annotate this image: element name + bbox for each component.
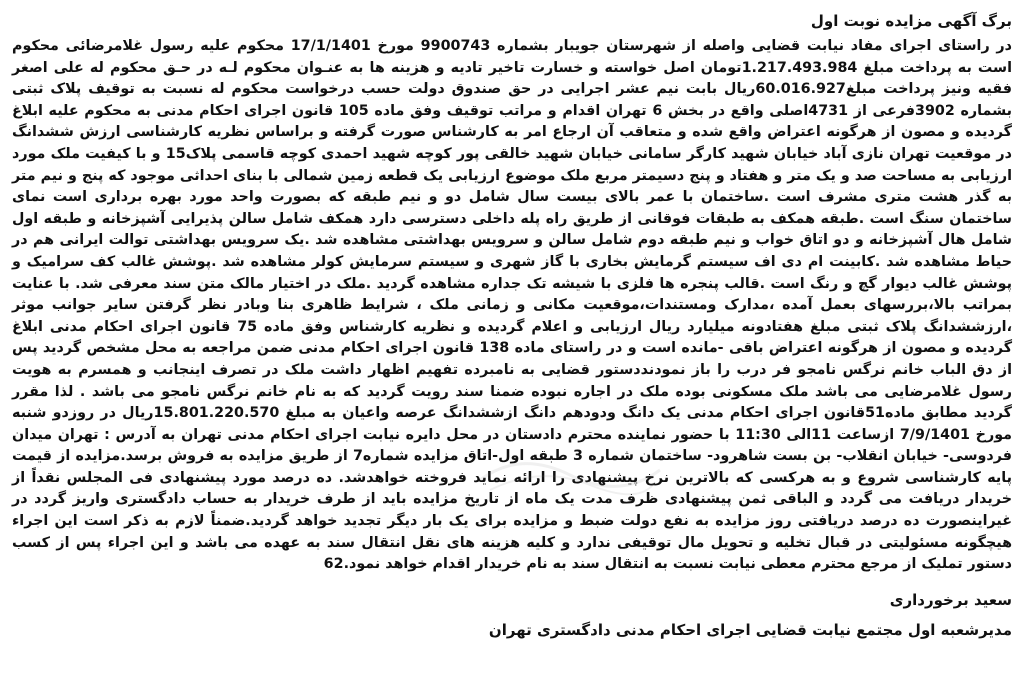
document-body: در راستای اجرای مفاد نیابت قضایی واصله از شهرستان جویبار بشماره 9900743 مورخ 17/1/1401 محکوم علیه رسول غلامرضائی محکوم است به پرداخت مبلغ 1.217.493.984تومان اصل خواسته و خسارت تاخیر تادیه و هزینه ها به عنـوان محکوم لـه در حـق محکوم له علی اصغر فقیه ونیز پرداخت مبلغ60.016.927ریال بابت نیم عشر اجرایی در حق صندوق دولت حسب درخواست محکوم له نسبت به توقیف پلاک ثبتی بشماره 3902فرعی از 4731اصلی واقع در بخش 6 تهران اقدام و مراتب توقیف وفق ماده 105 قانون اجرای احکام مدنی به محکوم علیه ابلاغ گردیده و مصون از هرگونه اعتراض واقع شده و متعاقب آن ارجاع امر به کارشناس صورت گرفته و براساس نظریه کارشناسی ارزش ششدانگ در موقعیت تهران نازی آباد خیابان شهید کارگر سامانی خیابان شهید خالقی پور کوچه شهید احمدی کوچه قاسمی پلاک15 و با کیفیت ملک مورد ارزیابی به مساحت صد و یک متر و هفتاد و پنج دسیمتر مربع ملک موضوع ارزیابی یک قطعه زمین شمالی با بنای احداثی موجود که پنج و نیم متر به گذر هشت متری مشرف است .ساختمان با عمر بالای بیست سال شامل دو و نیم طبقه که بصورت واحد مورد بهره برداری است نمای ساختمان سنگ است .طبقه همکف به طبقات فوقانی از طریق راه پله داخلی دسترسی دارد همکف شامل سالن پذیرایی آشپزخانه و طبقه اول شامل هال آشپزخانه و دو اتاق خواب و نیم طبقه دوم شامل سالن و سرویس بهداشتی مشاهده شد .یک سرویس بهداشتی توالت ایرانی هم در حیاط مشاهده شد .کابینت ام دی اف سیستم گرمایش بخاری با گاز شهری و سیستم سرمایش کولر مشاهده شد .پوشش غالب کف سرامیک و پوشش غالب دیوار گچ و رنگ است .قالب پنجره ها فلزی با شیشه تک جداره مشاهده گردید .ملک در اختیار مالک متن سند معرفی شد. با عنایت بمراتب بالا،بررسهای بعمل آمده ،مدارک ومستندات،موقعیت مکانی و زمانی ملک ، شرایط ظاهری بنا وبادر نظر گرفتن سایر جوانب موثر ،ارزششدانگ پلاک ثبتی مبلغ هفتادونه میلیارد ریال ارزیابی و اعلام گردیده و نظریه کارشناس وفق ماده 75 قانون اجرای احکام مدنی ابلاغ گردیده و مصون از هرگونه اعتراض باقی -مانده است و در راستای ماده 138 قانون اجرای احکام مدنی ضمن مراجعه به محل مشخص گردید پس از دق الباب خانم نرگس نامجو فر درب را باز نمودنددستور قضایی به نامبرده تفهیم اظهار داشت ملک در تصرف اینجانب و همسرم به هویت رسول غلامرضایی می باشد ملک مسکونی بوده ملک در اجاره نبوده ضمنا سند رویت گردید که به نام خانم نرگس نامجو می باشد . لذا مقرر گردید مطابق ماده51قانون اجرای احکام مدنی یک دانگ ودودهم دانگ ازششدانگ عرصه واعیان به مبلغ 15.801.220.570ریال در روزدو شنبه مورخ 7/9/1401 ازساعت 11الی 11:30 با حضور نماینده محترم دادستان در محل دایره نیابت اجرای احکام مدنی تهران به آدرس : تهران میدان فردوسی- خیابان انقلاب- بن بست شاهرود- ساختمان شماره 3 طبقه اول-اتاق مزایده شماره7 از طریق مزایده به فروش برسد.مزایده از قیمت پایه کارشناسی شروع و به هرکسی که بالاترین نرخ پیشنهادی را ارائه نماید فروخته خواهدشد. ده درصد مورد پیشنهادی فی المجلس نقداً از خریدار دریافت می گردد و الباقی ثمن پیشنهادی ظرف مدت یک ماه از تاریخ مزایده باید از طرف خریدار به حساب دادگستری واریز گردد در غیراینصورت ده درصد دریافتی روز مزایده به نفع دولت ضبط و مزایده برای یک بار دیگر تجدید خواهد گردید.ضمناً لازم به ذکر است این اجراء هیچگونه مسئولیتی در قبال تخلیه و تحویل مال توقیفی ندارد و کلیه هزینه های نقل انتقال سند به عهده می باشد و این اجراء پس از کسب دستور تملیک از مرجع محترم معطی نیابت نسبت به انتقال سند به نام خریدار اقدام خواهد نمود.62 bbox=[12, 38, 1013, 573]
signer-title: مدیرشعبه اول مجتمع نیابت قضایی اجرای احکام مدنی دادگستری تهران bbox=[488, 620, 1012, 639]
document-title: برگ آگهی مزایده نوبت اول bbox=[810, 12, 1012, 30]
signer-name: سعید برخورداری bbox=[889, 590, 1012, 609]
